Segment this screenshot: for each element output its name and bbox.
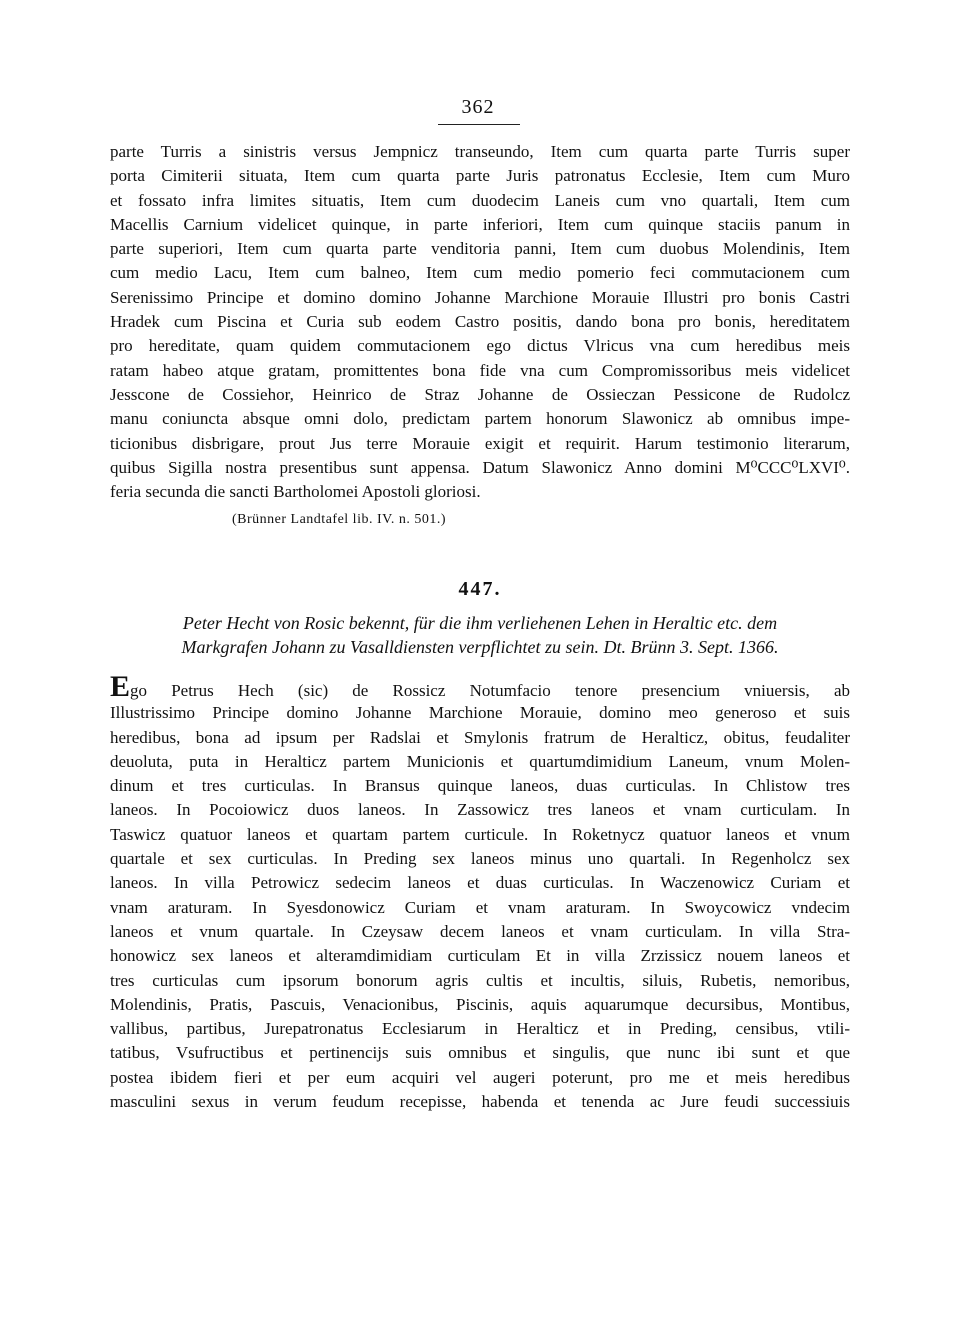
source-citation: (Brünner Landtafel lib. IV. n. 501.) (232, 512, 447, 527)
text-line: Serenissimo Principe et domino domino Johanne Marchione Morauie Illustri pro bonis Castri (110, 287, 850, 307)
text-line: laneos. In villa Petrowicz sedecim laneos et duas curticulas. In Waczenowicz Curiam et (110, 873, 850, 893)
drop-cap: E (110, 670, 131, 703)
text-line: tres curticulas cum ipsorum bonorum agris cultis et incultis, siluis, Rubetis, nemoribus, (110, 970, 850, 990)
text-line: tatibus, Vsufructibus et pertinencijs suis omnibus et singulis, que nunc ibi sunt et que (110, 1043, 850, 1063)
text-line: vnam araturam. In Syesdonowicz Curiam et vnam araturam. In Swoycowicz vndecim (110, 897, 850, 917)
text-line: Illustrissimo Principe domino Johanne Marchione Morauie, domino meo generoso et suis (110, 703, 850, 723)
text-line: Jesscone de Cossiehor, Heinrico de Straz Johanne de Ossieczan Pessicone de Rudolcz (110, 384, 850, 404)
text-line: porta Cimiterii situata, Item cum quarta parte Juris patronatus Ecclesie, Item cum Muro (110, 166, 850, 186)
text-line: masculini sexus in verum feudum recepisse, habenda et tenenda ac Jure feudi successiuis (110, 1092, 850, 1112)
regest-line: Markgrafen Johann zu Vasalldiensten verpflichtet zu sein. Dt. Brünn 3. Sept. 1366. (181, 637, 779, 657)
text-line: manu coniuncta absque omni dolo, predictam partem honorum Slawonicz ab omnibus impe- (110, 409, 850, 429)
text-line: heredibus, bona ad ipsum per Radslai et Smylonis fratrum de Heralticz, obitus, feudaliter (110, 727, 850, 747)
text-line: cum medio Lacu, Item cum balneo, Item cum medio pomerio feci commutacionem cum (110, 263, 850, 283)
text-line: deuoluta, puta in Heralticz partem Municionis et quartumdimidium Laneum, vnum Molen- (110, 751, 850, 771)
text-line: et fossato infra limites situatis, Item cum duodecim Laneis cum vno quartali, Item cum (110, 190, 850, 210)
text-line: Macellis Carnium videlicet quinque, in parte inferiori, Item cum quinque staciis panum in (110, 214, 850, 234)
text-line: quartale et sex curticulas. In Preding sex laneos minus uno quartali. In Regenholcz sex (110, 849, 850, 869)
text-line: ratam habeo atque gratam, promittentes bona fide vna cum Compromissoribus meis videlicet (110, 360, 850, 380)
regest-summary (110, 611, 850, 659)
text-line: Taswicz quatuor laneos et quartam partem curticule. In Roketnycz quatuor laneos et vnum (110, 824, 850, 844)
paragraph-continuation (110, 140, 850, 504)
text-line: honowicz sex laneos et alteramdimidiam curticulam Et in villa Zrzissicz nouem laneos et (110, 946, 850, 966)
text-line: ticionibus disbrigare, prout Jus terre Morauie exigit et requirit. Harum testimonio literarum, (110, 433, 850, 453)
regest-line: Peter Hecht von Rosic bekennt, für die ihm verliehenen Lehen in Heraltic etc. dem (182, 613, 778, 633)
text-line: dinum et tres curticulas. In Bransus quinque laneos, duas curticulas. In Chlistow tres (110, 776, 850, 796)
text-line: Molendinis, Pratis, Pascuis, Venacionibus, Piscinis, aquis aquarumque decursibus, Montibus, (110, 994, 850, 1014)
text-line: Hradek cum Piscina et Curia sub eodem Castro positis, dando bona pro bonis, hereditatem (110, 312, 850, 332)
text-line: vallibus, partibus, Jurepatronatus Ecclesiarum in Heralticz et in Preding, censibus, vtili- (110, 1019, 850, 1039)
text-line: feria secunda die sancti Bartholomei Apostoli gloriosi. (110, 482, 481, 502)
first-line-text: go Petrus Hech (sic) de Rossicz Notumfacio tenore presencium vniuersis, ab (130, 681, 850, 700)
document-number: 447. (458, 578, 502, 600)
text-line: quibus Sigilla nostra presentibus sunt appensa. Datum Slawonicz Anno domini M⁰CCC⁰LXVI⁰. (110, 457, 850, 477)
page-number-rule (438, 124, 520, 125)
text-line: laneos. In Pocoiowicz duos laneos. In Zassowicz tres laneos et vnam curticulam. In (110, 800, 850, 820)
text-line-first (110, 670, 850, 703)
text-line: parte Turris a sinistris versus Jempnicz transeundo, Item cum quarta parte Turris super (110, 142, 850, 161)
page-number: 362 (461, 96, 495, 118)
text-line: laneos et vnum quartale. In Czeysaw decem laneos et vnam curticulam. In villa Stra- (110, 921, 850, 941)
charter-text (110, 670, 850, 1114)
text-line: pro hereditate, quam quidem commutacionem ego dictus Vlricus vna cum heredibus meis (110, 336, 850, 356)
text-line: parte superiori, Item cum quarta parte venditoria panni, Item cum duobus Molendinis, Item (110, 239, 850, 259)
text-line: postea ibidem fieri et per eum acquiri vel augeri poterunt, pro me et meis heredibus (110, 1067, 850, 1087)
